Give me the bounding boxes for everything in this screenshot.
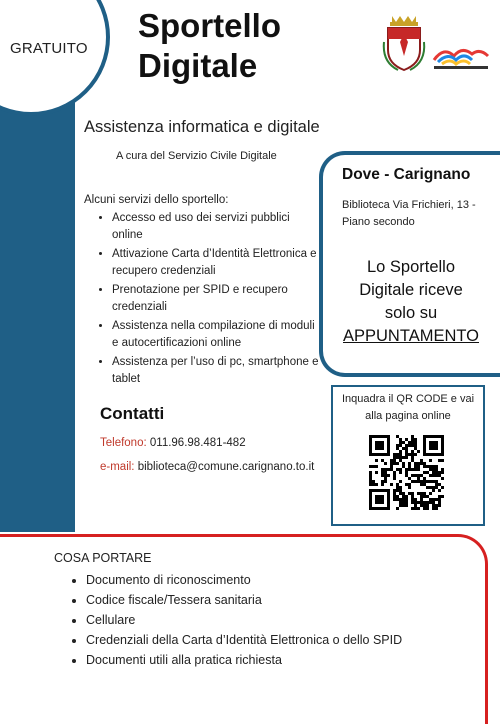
- byline: A cura del Servizio Civile Digitale: [116, 150, 277, 162]
- notice-line-1: Lo Sportello: [366, 258, 456, 276]
- location-address: Biblioteca Via Frichieri, 13 - Piano secondo: [342, 199, 476, 228]
- badge-circle: [0, 0, 110, 116]
- municipal-crest-icon: [380, 12, 428, 76]
- page-title: [138, 6, 281, 86]
- email-address[interactable]: biblioteca@comune.carignano.to.it: [134, 461, 315, 473]
- qr-code-icon[interactable]: [369, 435, 444, 510]
- email-line: [100, 461, 314, 473]
- list-item: • Attivazione Carta d’Identità Elettronica e recupero credenziali: [112, 246, 322, 280]
- bring-list: [70, 570, 402, 670]
- bring-heading: COSA PORTARE: [54, 551, 152, 565]
- contacts-heading: Contatti: [100, 404, 165, 423]
- location-title: Dove - Carignano: [342, 166, 471, 183]
- qr-instructions: Inquadra il QR CODE e vai alla pagina online: [341, 393, 475, 422]
- title-line-1: Sportello: [138, 7, 282, 44]
- services-intro: Alcuni servizi dello sportello:: [84, 194, 229, 206]
- notice-line-2: Digitale riceve: [359, 281, 463, 299]
- list-item: • Codice fiscale/Tessera sanitaria: [86, 590, 402, 610]
- appointment-notice: [336, 256, 486, 348]
- email-label: e-mail:: [100, 461, 135, 473]
- phone-line: [100, 437, 246, 449]
- list-item: • Prenotazione per SPID e recupero credenziali: [112, 282, 322, 316]
- list-item: • Assistenza per l’uso di pc, smartphone e tablet: [112, 354, 322, 388]
- library-logo-icon: [428, 40, 494, 72]
- phone-number[interactable]: 011.96.98.481-482: [146, 437, 246, 449]
- free-badge-label: GRATUITO: [10, 40, 88, 57]
- list-item: • Documenti utili alla pratica richiesta: [86, 650, 402, 670]
- list-item: • Accesso ed uso dei servizi pubblici online: [112, 210, 322, 244]
- notice-line-4: APPUNTAMENTO: [343, 327, 479, 345]
- phone-label: Telefono:: [100, 437, 147, 449]
- page-subtitle: Assistenza informatica e digitale: [84, 118, 320, 136]
- services-list: [96, 210, 322, 390]
- notice-line-3: solo su: [384, 304, 438, 322]
- list-item: • Cellulare: [86, 610, 402, 630]
- list-item: • Credenziali della Carta d’Identità Elettronica o dello SPID: [86, 630, 402, 650]
- title-line-2: Digitale: [138, 47, 258, 84]
- list-item: • Documento di riconoscimento: [86, 570, 402, 590]
- list-item: • Assistenza nella compilazione di moduli e autocertificazioni online: [112, 318, 322, 352]
